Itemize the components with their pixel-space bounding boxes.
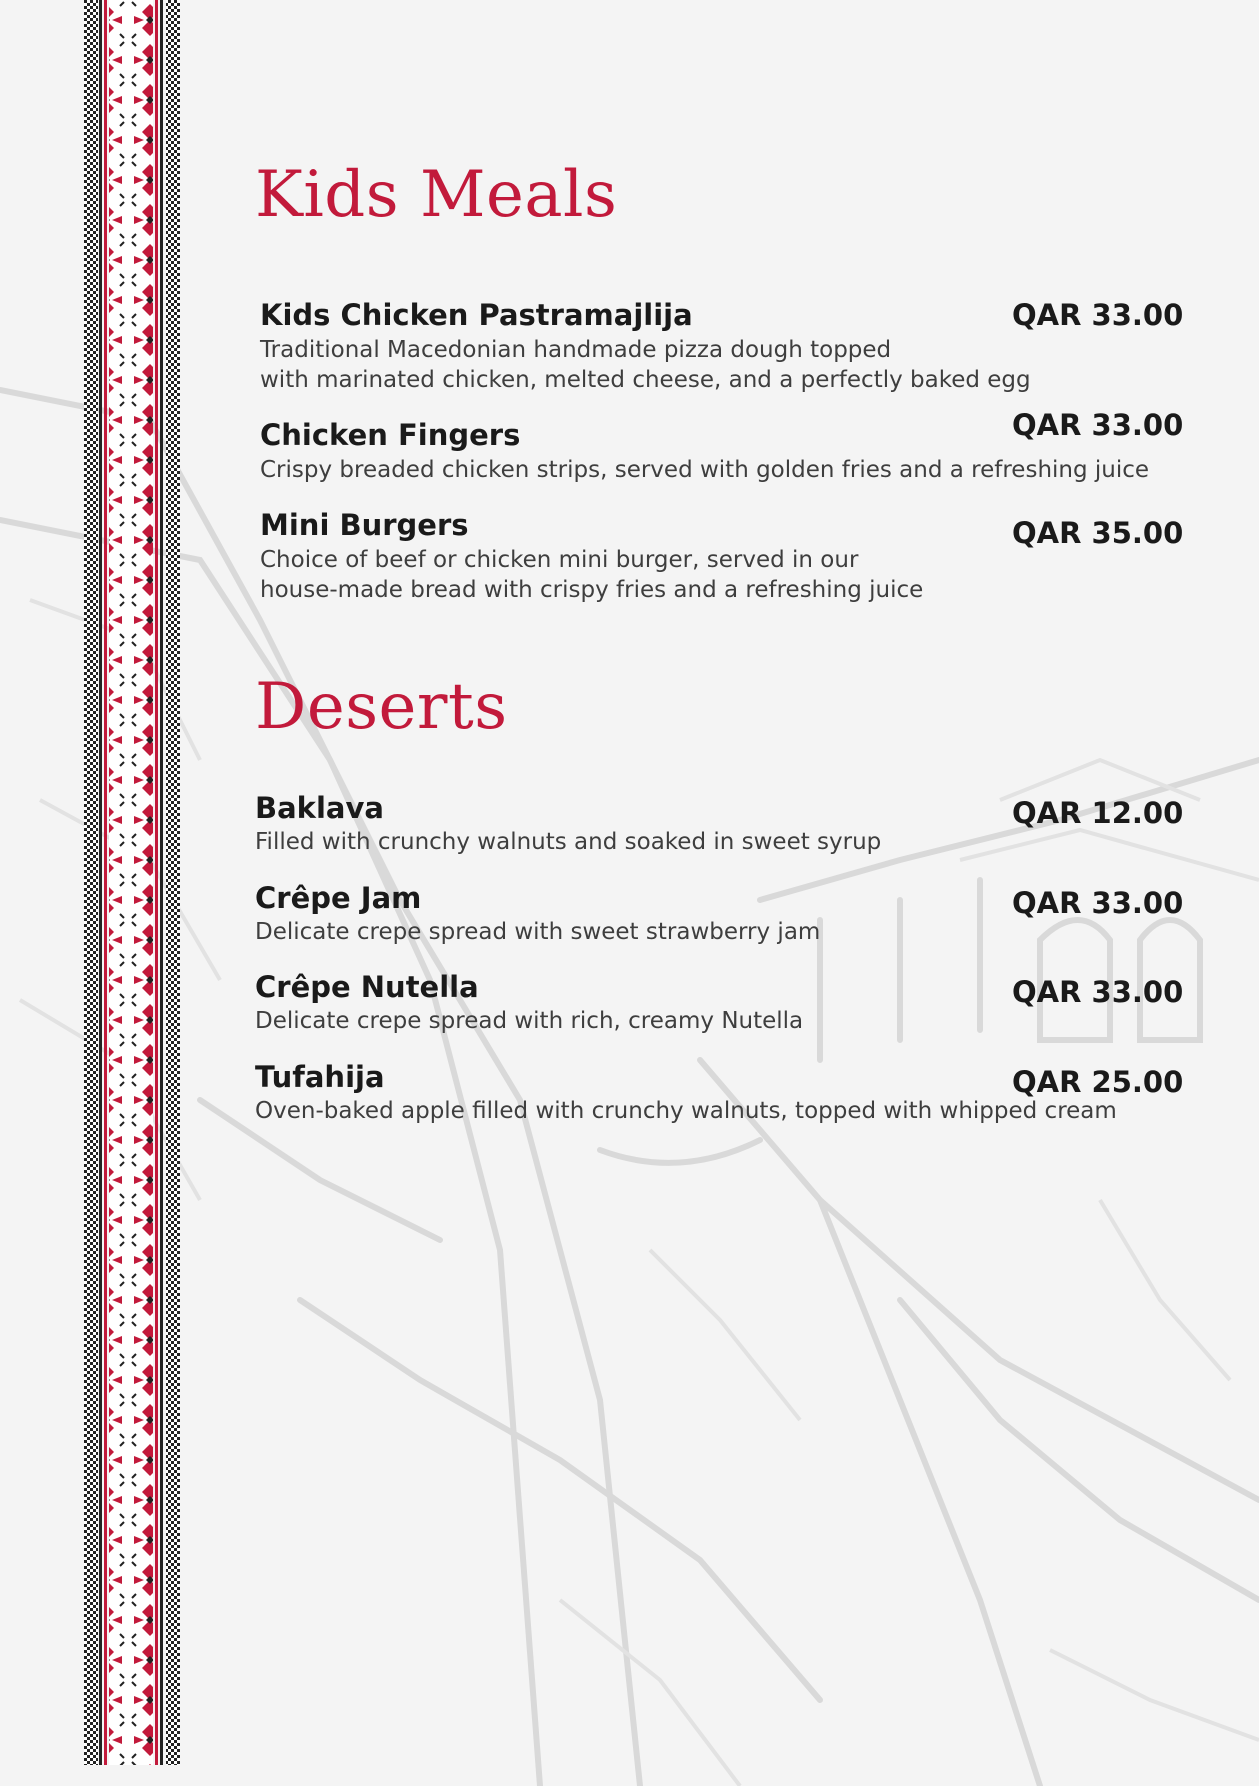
item-name: Crêpe Jam xyxy=(255,881,422,915)
kids-meals-title: Kids Meals xyxy=(255,158,618,232)
item-price: QAR 33.00 xyxy=(1012,408,1184,442)
item-price: QAR 33.00 xyxy=(1012,298,1184,332)
item-price: QAR 33.00 xyxy=(1012,886,1184,920)
item-price: QAR 25.00 xyxy=(1012,1065,1184,1099)
item-description: Oven-baked apple filled with crunchy walnuts, topped with whipped cream xyxy=(255,1098,1117,1124)
item-name: Baklava xyxy=(255,791,384,825)
item-description: Choice of beef or chicken mini burger, served in our house-made bread with crispy fries and a refreshing juice xyxy=(260,547,924,603)
item-name: Crêpe Nutella xyxy=(255,970,479,1004)
item-description: Delicate crepe spread with sweet strawberry jam xyxy=(255,919,821,945)
item-price: QAR 12.00 xyxy=(1012,796,1184,830)
item-description: Delicate crepe spread with rich, creamy Nutella xyxy=(255,1008,804,1034)
item-description: Crispy breaded chicken strips, served with golden fries and a refreshing juice xyxy=(260,457,1150,483)
item-name: Kids Chicken Pastramajlija xyxy=(260,298,693,332)
deserts-title: Deserts xyxy=(255,670,508,744)
embroidery-border xyxy=(84,0,184,1765)
item-price: QAR 35.00 xyxy=(1012,516,1184,550)
item-description: Traditional Macedonian handmade pizza dough topped with marinated chicken, melted cheese, and a perfectly baked egg xyxy=(260,337,1031,393)
item-description: Filled with crunchy walnuts and soaked in sweet syrup xyxy=(255,829,882,855)
item-name: Chicken Fingers xyxy=(260,418,521,452)
item-name: Tufahija xyxy=(255,1060,385,1094)
item-price: QAR 33.00 xyxy=(1012,975,1184,1009)
item-name: Mini Burgers xyxy=(260,508,469,542)
